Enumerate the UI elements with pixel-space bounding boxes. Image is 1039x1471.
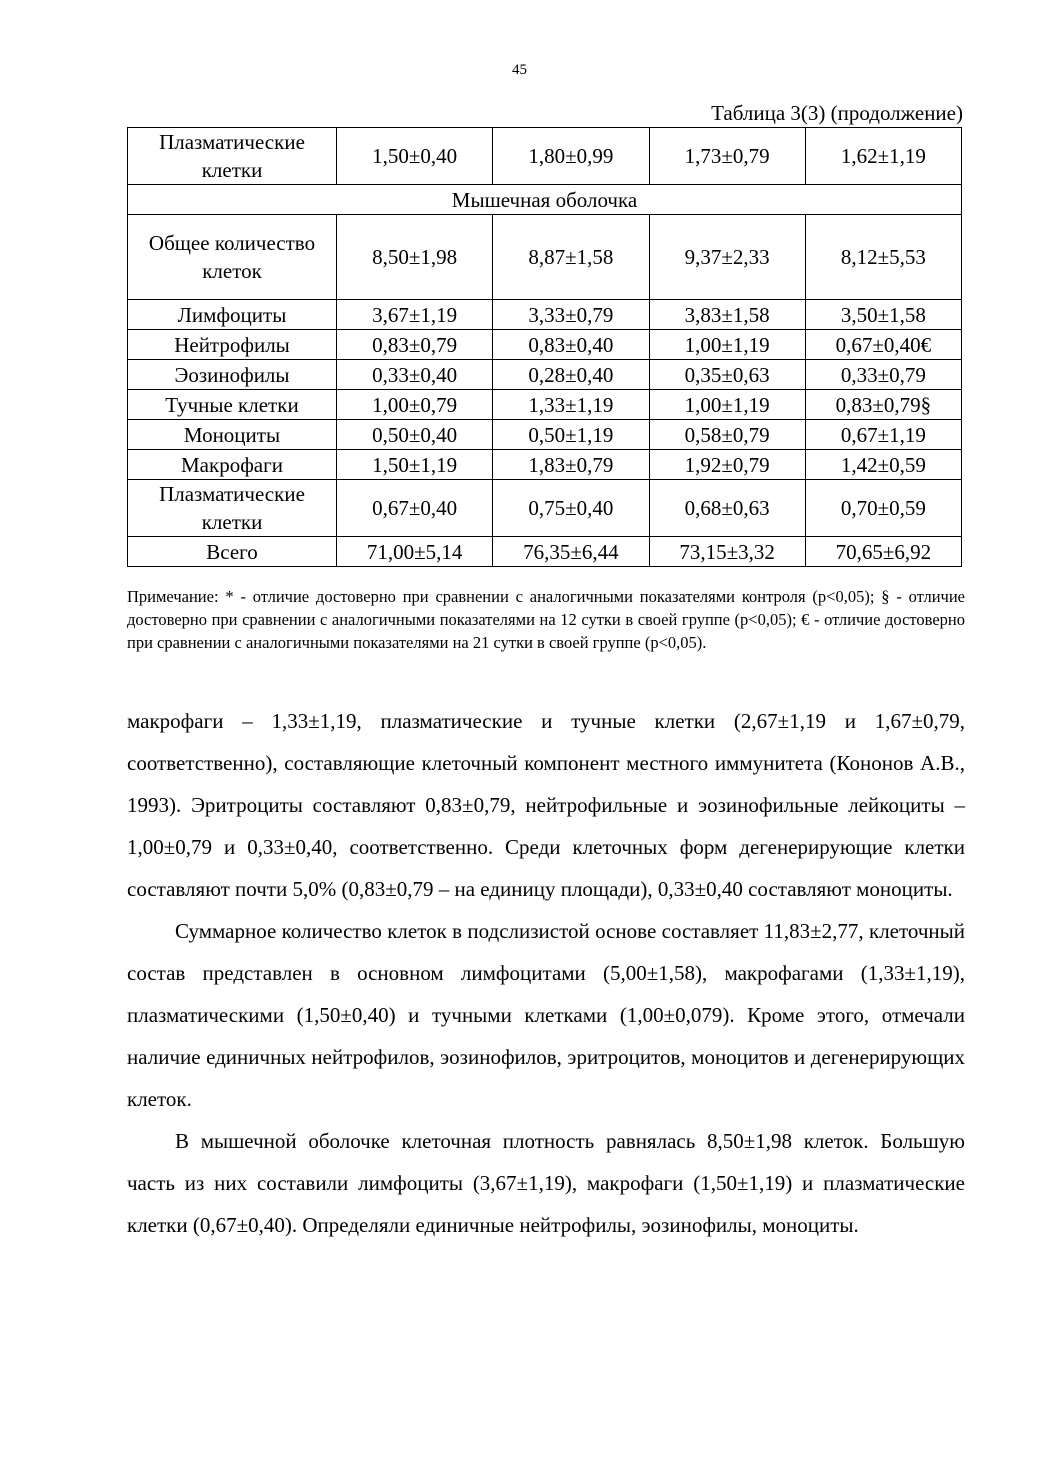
table-cell: 0,83±0,40 xyxy=(493,330,649,360)
table-cell: 0,33±0,79 xyxy=(805,360,961,390)
table-cell: 3,83±1,58 xyxy=(649,300,805,330)
table-cell: 3,50±1,58 xyxy=(805,300,961,330)
row-label: Нейтрофилы xyxy=(128,330,337,360)
row-label: Макрофаги xyxy=(128,450,337,480)
cell-count-table xyxy=(127,127,962,567)
table-cell: 3,33±0,79 xyxy=(493,300,649,330)
table-cell: 1,50±0,40 xyxy=(337,128,493,185)
table-cell: 8,12±5,53 xyxy=(805,215,961,300)
table-cell: 76,35±6,44 xyxy=(493,537,649,567)
table-cell: 0,35±0,63 xyxy=(649,360,805,390)
table-cell: 1,73±0,79 xyxy=(649,128,805,185)
paragraph: макрофаги – 1,33±1,19, плазматические и тучные клетки (2,67±1,19 и 1,67±0,79, соответственно), составляющие клеточный компонент местного иммунитета (Кононов А.В., 1993). Эритроциты составляют 0,83±0,79, нейтрофильные и эозинофильные лейкоциты – 1,00±0,79 и 0,33±0,40, соответственно. Среди клеточных форм дегенерирующие клетки составляют почти 5,0% (0,83±0,79 – на единицу площади), 0,33±0,40 составляют моноциты. xyxy=(127,709,965,901)
table-cell: 1,00±1,19 xyxy=(649,330,805,360)
row-label: Всего xyxy=(128,537,337,567)
table-cell: 0,50±0,40 xyxy=(337,420,493,450)
body-text xyxy=(127,700,965,1246)
table-row xyxy=(128,215,962,300)
table-row xyxy=(128,480,962,537)
row-label: Лимфоциты xyxy=(128,300,337,330)
section-header: Мышечная оболочка xyxy=(128,185,962,215)
table-cell: 1,00±1,19 xyxy=(649,390,805,420)
table-row xyxy=(128,450,962,480)
table-cell: 0,67±1,19 xyxy=(805,420,961,450)
table-cell: 1,33±1,19 xyxy=(493,390,649,420)
table-cell: 0,58±0,79 xyxy=(649,420,805,450)
table-body xyxy=(128,128,962,567)
row-label: Общее количество клеток xyxy=(128,215,337,300)
table-row xyxy=(128,330,962,360)
table-cell: 0,28±0,40 xyxy=(493,360,649,390)
table-cell: 0,83±0,79 xyxy=(337,330,493,360)
table-cell: 0,33±0,40 xyxy=(337,360,493,390)
table-cell: 0,83±0,79§ xyxy=(805,390,961,420)
table-row xyxy=(128,537,962,567)
table-cell: 1,83±0,79 xyxy=(493,450,649,480)
page-number: 45 xyxy=(512,62,527,78)
table-cell: 71,00±5,14 xyxy=(337,537,493,567)
table-cell: 0,68±0,63 xyxy=(649,480,805,537)
table-section-row xyxy=(128,185,962,215)
table-cell: 73,15±3,32 xyxy=(649,537,805,567)
table-cell: 0,75±0,40 xyxy=(493,480,649,537)
table-row xyxy=(128,300,962,330)
row-label: Моноциты xyxy=(128,420,337,450)
table-row xyxy=(128,390,962,420)
row-label: Тучные клетки xyxy=(128,390,337,420)
table-caption: Таблица 3(3) (продолжение) xyxy=(711,101,963,125)
table-row xyxy=(128,360,962,390)
table-cell: 0,67±0,40€ xyxy=(805,330,961,360)
table-cell: 1,92±0,79 xyxy=(649,450,805,480)
table-cell: 0,70±0,59 xyxy=(805,480,961,537)
table-cell: 8,87±1,58 xyxy=(493,215,649,300)
table-row xyxy=(128,420,962,450)
paragraph: Суммарное количество клеток в подслизистой основе составляет 11,83±2,77, клеточный состав представлен в основном лимфоцитами (5,00±1,58), макрофагами (1,33±1,19), плазматическими (1,50±0,40) и тучными клетками (1,00±0,079). Кроме этого, отмечали наличие единичных нейтрофилов, эозинофилов, эритроцитов, моноцитов и дегенерирующих клеток. xyxy=(127,919,965,1111)
table-cell: 1,42±0,59 xyxy=(805,450,961,480)
table-row xyxy=(128,128,962,185)
table-cell: 8,50±1,98 xyxy=(337,215,493,300)
table-cell: 1,00±0,79 xyxy=(337,390,493,420)
table-cell: 9,37±2,33 xyxy=(649,215,805,300)
table-note: Примечание: * - отличие достоверно при сравнении с аналогичными показателями контроля (p<0,05); § - отличие достоверно при сравнении с аналогичными показателями на 12 сутки в своей группе (p<0,05); € - отличие достоверно при сравнении с аналогичными показателями на 21 сутки в своей группе (p<0,05). xyxy=(127,587,965,652)
table-cell: 1,80±0,99 xyxy=(493,128,649,185)
table-cell: 1,62±1,19 xyxy=(805,128,961,185)
table-cell: 0,50±1,19 xyxy=(493,420,649,450)
paragraph: В мышечной оболочке клеточная плотность равнялась 8,50±1,98 клеток. Большую часть из них составили лимфоциты (3,67±1,19), макрофаги (1,50±1,19) и плазматические клетки (0,67±0,40). Определяли единичные нейтрофилы, эозинофилы, моноциты. xyxy=(127,1129,965,1237)
table-cell: 1,50±1,19 xyxy=(337,450,493,480)
table-cell: 3,67±1,19 xyxy=(337,300,493,330)
row-label: Эозинофилы xyxy=(128,360,337,390)
row-label: Плазматические клетки xyxy=(128,128,337,185)
row-label: Плазматические клетки xyxy=(128,480,337,537)
table-cell: 0,67±0,40 xyxy=(337,480,493,537)
table-cell: 70,65±6,92 xyxy=(805,537,961,567)
